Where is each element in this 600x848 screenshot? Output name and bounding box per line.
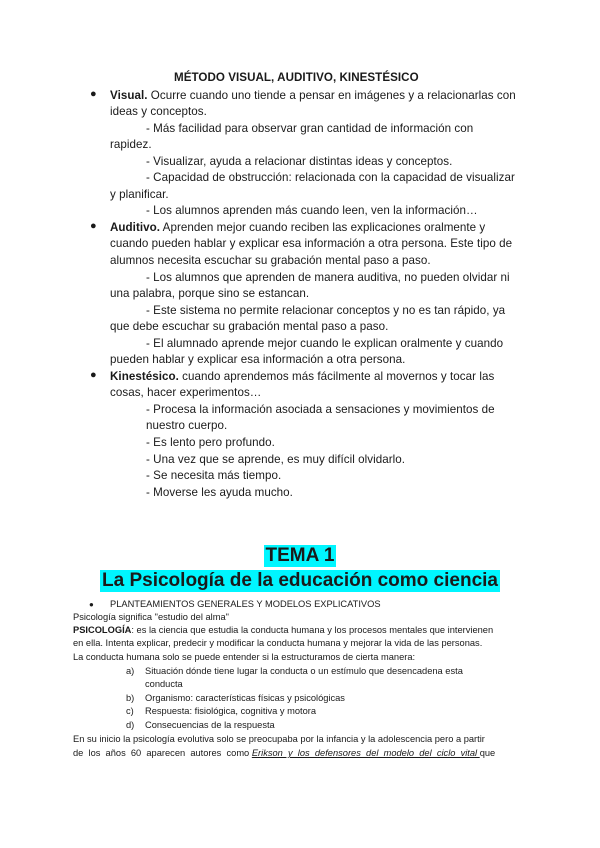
kinestesico-point-2: - Es lento pero profundo.: [146, 436, 275, 449]
visual-point-4: - Los alumnos aprenden más cuando leen, ven la información…: [146, 204, 478, 217]
auditivo-point-3: - El alumnado aprende mejor cuando le explican oralmente y cuando: [146, 337, 504, 350]
auditivo-intro-line2: cuando pueden hablar y explicar esa información a otra persona. Este tipo de: [110, 237, 513, 250]
list-item-a: Situación dónde tiene lugar la conducta o un estímulo que desencadena esta: [145, 666, 463, 676]
list-letter: c): [126, 706, 134, 716]
auditivo-point-2-cont: que debe escuchar su grabación mental paso a paso.: [110, 320, 389, 333]
bullet-icon: ●: [90, 220, 97, 232]
section2-line1: Psicología significa "estudio del alma": [73, 612, 229, 622]
psicologia-term: PSICOLOGÍA: [73, 625, 132, 635]
closing-paragraph-line2: de los años 60 aparecen autores como Erikson y los defensores del modelo del ciclo vital que: [73, 748, 496, 758]
list-item-d: Consecuencias de la respuesta: [145, 720, 275, 730]
closing-paragraph-line1: En su inicio la psicología evolutiva solo se preocupaba por la infancia y la adolescencia pero a partir: [73, 734, 485, 744]
bullet-icon: ●: [90, 369, 97, 381]
auditivo-intro-line1: Auditivo. Aprenden mejor cuando reciben las explicaciones oralmente y: [110, 221, 486, 234]
list-item-b: Organismo: características físicas y psicológicas: [145, 693, 345, 703]
visual-intro-line1: Visual. Ocurre cuando uno tiende a pensar en imágenes y a relacionarlas con: [110, 89, 516, 102]
bullet-icon: ●: [90, 88, 97, 100]
psicologia-definition-line3: La conducta humana solo se puede entender si la estructuramos de cierta manera:: [73, 652, 416, 662]
visual-point-2: - Visualizar, ayuda a relacionar distintas ideas y conceptos.: [146, 155, 453, 168]
auditivo-intro-line3: alumnos necesita escuchar su grabación mental paso a paso.: [110, 254, 431, 267]
list-letter: a): [126, 666, 135, 676]
auditivo-term: Auditivo.: [110, 221, 161, 234]
list-letter: b): [126, 693, 135, 703]
section-title: MÉTODO VISUAL, AUDITIVO, KINESTÉSICO: [174, 71, 419, 84]
visual-point-1: - Más facilidad para observar gran cantidad de información con: [146, 122, 474, 135]
auditivo-point-3-cont: pueden hablar y explicar esa información a otra persona.: [110, 353, 406, 366]
visual-point-3: - Capacidad de obstrucción: relacionada con la capacidad de visualizar: [146, 171, 515, 184]
kinestesico-intro-line1: Kinestésico. cuando aprendemos más fácilmente al movernos y tocar las: [110, 370, 495, 383]
visual-point-1-cont: rapidez.: [110, 138, 152, 151]
auditivo-point-1-cont: una palabra, porque sino se estancan.: [110, 287, 310, 300]
visual-point-3-cont: y planificar.: [110, 188, 169, 201]
auditivo-point-2: - Este sistema no permite relacionar conceptos y no es tan rápido, ya: [146, 304, 506, 317]
psicologia-definition-line2: en ella. Intenta explicar, predecir y modificar la conducta humana y mejorar la vida de las personas.: [73, 638, 483, 648]
section2-bullet: PLANTEAMIENTOS GENERALES Y MODELOS EXPLICATIVOS: [110, 599, 381, 609]
list-item-a-cont: conducta: [145, 679, 183, 689]
psicologia-definition-line1: PSICOLOGÍA: es la ciencia que estudia la conducta humana y los procesos mentales que intervienen: [73, 625, 494, 635]
kinestesico-point-4: - Se necesita más tiempo.: [146, 469, 282, 482]
kinestesico-term: Kinestésico.: [110, 370, 179, 383]
bullet-icon: ●: [89, 600, 94, 609]
kinestesico-point-5: - Moverse les ayuda mucho.: [146, 486, 293, 499]
visual-term: Visual.: [110, 89, 148, 102]
kinestesico-point-1: - Procesa la información asociada a sensaciones y movimientos de: [146, 403, 495, 416]
tema-heading: TEMA 1: [265, 545, 335, 566]
auditivo-point-1: - Los alumnos que aprenden de manera auditiva, no pueden olvidar ni: [146, 271, 510, 284]
erikson-reference: Erikson y los defensores del modelo del ciclo vital: [251, 748, 480, 758]
tema-subtitle: La Psicología de la educación como ciencia: [102, 570, 498, 591]
list-letter: d): [126, 720, 135, 730]
kinestesico-intro-line2: cosas, hacer experimentos…: [110, 386, 262, 399]
list-item-c: Respuesta: fisiológica, cognitiva y motora: [145, 706, 317, 716]
kinestesico-point-1-cont: nuestro cuerpo.: [146, 419, 228, 432]
kinestesico-point-3: - Una vez que se aprende, es muy difícil olvidarlo.: [146, 453, 406, 466]
visual-intro-line2: ideas y conceptos.: [110, 105, 207, 118]
